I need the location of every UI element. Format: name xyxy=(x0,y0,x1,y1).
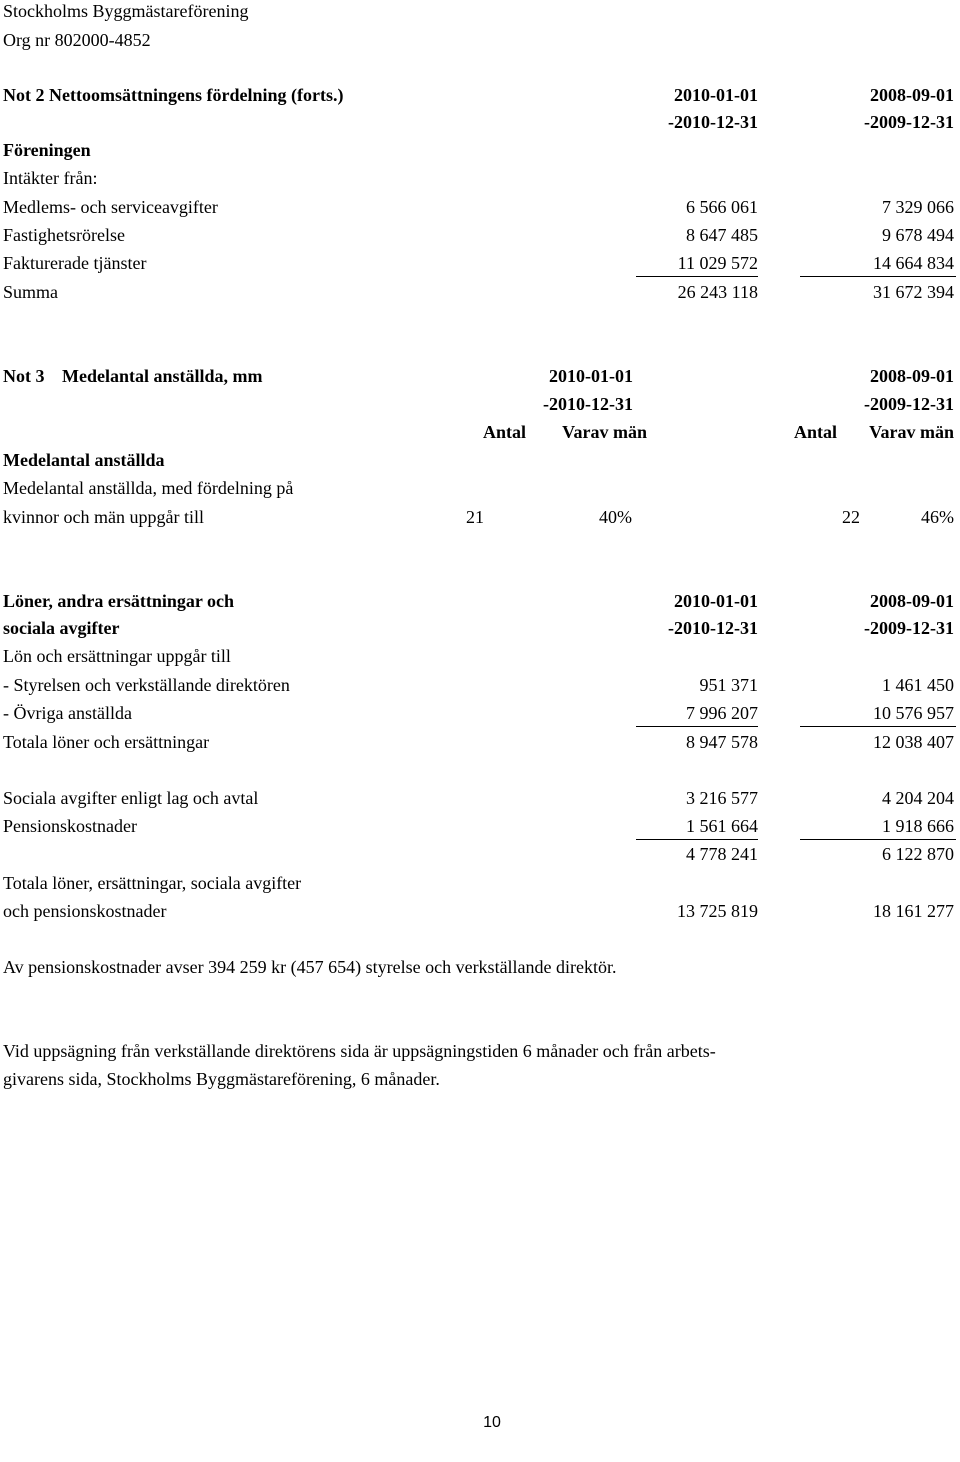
note2-row-value-2010: 6 566 061 xyxy=(686,197,758,217)
loner-col2-end: -2009-12-31 xyxy=(864,618,954,638)
loner-col2-start: 2008-09-01 xyxy=(870,591,954,611)
loner-row-label: - Övriga anställda xyxy=(3,703,132,723)
note3-desc-line1: Medelantal anställda, med fördelning på xyxy=(3,478,294,498)
loner-subtotal-2010: 4 778 241 xyxy=(686,844,758,864)
note2-col1-end: -2010-12-31 xyxy=(668,112,758,132)
loner-row-value-2009: 1 918 666 xyxy=(882,816,954,836)
note2-row-label: Fakturerade tjänster xyxy=(3,253,147,273)
loner-total-label-line1: Totala löner, ersättningar, sociala avgifter xyxy=(3,873,302,893)
note2-row-label: Medlems- och serviceavgifter xyxy=(3,197,218,217)
note3-col1-start: 2010-01-01 xyxy=(549,366,633,386)
loner-row-value-2009: 12 038 407 xyxy=(873,732,954,752)
loner-row-label: Totala löner och ersättningar xyxy=(3,732,210,752)
note2-section: Föreningen xyxy=(3,140,91,160)
note3-col2-end: -2009-12-31 xyxy=(864,394,954,414)
note2-row-value-2009: 7 329 066 xyxy=(882,197,954,217)
note2-row-value-2009: 14 664 834 xyxy=(873,253,954,273)
loner-row-value-2009: 1 461 450 xyxy=(882,675,954,695)
note2-row-value-2010: 11 029 572 xyxy=(677,253,758,273)
note3-col2-start: 2008-09-01 xyxy=(870,366,954,386)
loner-row-label: - Styrelsen och verkställande direktören xyxy=(3,675,290,695)
loner-rule-2010 xyxy=(636,726,758,727)
note2-row-value-2009: 9 678 494 xyxy=(882,225,954,245)
loner-col1-start: 2010-01-01 xyxy=(674,591,758,611)
note2-title: Not 2 Nettoomsättningens fördelning (forts.) xyxy=(3,85,344,105)
note3-varav-header-2010: Varav män xyxy=(562,422,647,442)
note3-antal-header-2009: Antal xyxy=(793,422,837,442)
loner-row-label: Pensionskostnader xyxy=(3,816,137,836)
pension-note: Av pensionskostnader avser 394 259 kr (457 654) styrelse och verkställande direktör. xyxy=(3,957,617,977)
org-number: Org nr 802000-4852 xyxy=(3,30,151,50)
loner-rule2-2010 xyxy=(636,839,758,840)
loner-row-value-2010: 951 371 xyxy=(699,675,758,695)
loner-total-label-line2: och pensionskostnader xyxy=(3,901,167,921)
loner-row-label: Sociala avgifter enligt lag och avtal xyxy=(3,788,259,808)
loner-row-value-2010: 7 996 207 xyxy=(686,703,758,723)
loner-title-line2: sociala avgifter xyxy=(3,618,120,638)
loner-row-value-2009: 4 204 204 xyxy=(882,788,954,808)
loner-total-2010: 13 725 819 xyxy=(677,901,758,921)
note3-col1-end: -2010-12-31 xyxy=(543,394,633,414)
page-number: 10 xyxy=(483,1414,501,1431)
note2-sum-value-2009: 31 672 394 xyxy=(873,282,954,302)
note3-varav-header-2009: Varav män xyxy=(869,422,954,442)
note2-subsection: Intäkter från: xyxy=(3,168,98,188)
loner-rule-2009 xyxy=(800,726,956,727)
note2-col2-end: -2009-12-31 xyxy=(864,112,954,132)
loner-row-value-2009: 10 576 957 xyxy=(873,703,954,723)
loner-row-value-2010: 8 947 578 xyxy=(686,732,758,752)
note2-col1-start: 2010-01-01 xyxy=(674,85,758,105)
note3-title: Medelantal anställda, mm xyxy=(62,366,263,386)
severance-line1: Vid uppsägning från verkställande direktörens sida är uppsägningstiden 6 månader och från arbets- xyxy=(3,1041,716,1061)
loner-title-line1: Löner, andra ersättningar och xyxy=(3,591,235,611)
note3-antal-2010: 21 xyxy=(466,507,484,527)
severance-line2: givarens sida, Stockholms Byggmästareförening, 6 månader. xyxy=(3,1069,440,1089)
org-name: Stockholms Byggmästareförening xyxy=(3,1,249,21)
note2-col2-start: 2008-09-01 xyxy=(870,85,954,105)
note2-row-label: Fastighetsrörelse xyxy=(3,225,125,245)
note2-sum-rule-2010 xyxy=(636,276,758,277)
note3-antal-2009: 22 xyxy=(842,507,860,527)
loner-col1-end: -2010-12-31 xyxy=(668,618,758,638)
loner-row-value-2010: 1 561 664 xyxy=(686,816,758,836)
note3-number: Not 3 xyxy=(3,366,45,386)
note3-antal-header-2010: Antal xyxy=(482,422,526,442)
note2-sum-value-2010: 26 243 118 xyxy=(677,282,758,302)
note2-row-value-2010: 8 647 485 xyxy=(686,225,758,245)
note2-sum-rule-2009 xyxy=(800,276,956,277)
note3-desc-line2: kvinnor och män uppgår till xyxy=(3,507,204,527)
loner-total-2009: 18 161 277 xyxy=(873,901,954,921)
note2-sum-label: Summa xyxy=(3,282,59,302)
loner-rule2-2009 xyxy=(800,839,956,840)
note3-section: Medelantal anställda xyxy=(3,450,165,470)
note3-varav-2009: 46% xyxy=(921,507,954,527)
loner-row-value-2010: 3 216 577 xyxy=(686,788,758,808)
loner-subtotal-2009: 6 122 870 xyxy=(882,844,954,864)
loner-intro: Lön och ersättningar uppgår till xyxy=(3,646,231,666)
note3-varav-2010: 40% xyxy=(599,507,632,527)
